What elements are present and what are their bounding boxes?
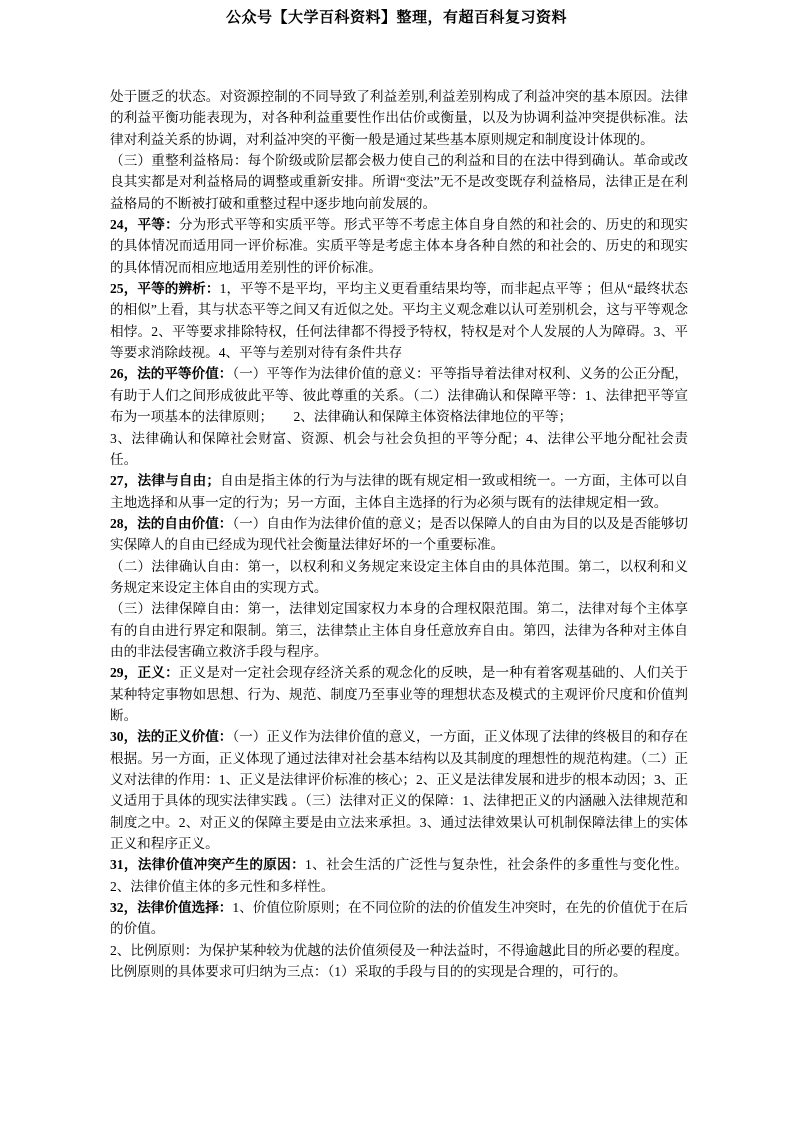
- paragraph-text: 处于匮乏的状态。对资源控制的不同导致了利益差别,利益差别构成了利益冲突的基本原因。法律的利益平衡功能表现为，对各种利益重要性作出估价或衡量，以及为协调利益冲突提供标准。法律对利益关系的协调，对利益冲突的平衡一般是通过某些基本原则规定和制度设计体现的。: [110, 89, 688, 147]
- paragraph-text: 1、社会生活的广泛性与复杂性，社会条件的多重性与变化性。2、法律价值主体的多元性和多样性。: [110, 857, 688, 894]
- paragraph-text: 正义是对一定社会现存经济关系的观念化的反映，是一种有着客观基础的、人们关于某种特定事物如思想、行为、规范、制度乃至事业等的理想状态及模式的主观评价尺度和价值判断。: [110, 665, 689, 723]
- paragraph: [110, 513, 688, 556]
- term-heading: 29，正义：: [110, 665, 179, 681]
- term-heading: 32，法律价值选择：: [110, 900, 233, 916]
- paragraph: [110, 363, 688, 427]
- term-heading: 31，法律价值冲突产生的原因：: [110, 857, 306, 873]
- paragraph-text: 分为形式平等和实质平等。形式平等不考虑主体自身自然的和社会的、历史的和现实的具体情况而适用同一评价标准。实质平等是考虑主体本身各种自然的和社会的、历史的和现实的具体情况而相应地适用差别性的评价标准。: [110, 217, 689, 275]
- paragraph: [110, 940, 688, 983]
- paragraph: [110, 854, 688, 897]
- paragraph: [110, 428, 688, 471]
- paragraph-text: 1、价值位阶原则；在不同位阶的法的价值发生冲突时，在先的价值优于在后的价值。: [110, 900, 689, 937]
- paragraph: [110, 662, 688, 726]
- paragraph: [110, 726, 688, 854]
- term-heading: 27，法律与自由；: [110, 473, 220, 489]
- paragraph-text: （三）重整利益格局：每个阶级或阶层都会极力使自己的利益和目的在法中得到确认。革命或改良其实都是对利益格局的调整或重新安排。所谓“变法”无不是改变既存利益格局，法律正是在利益格局的不断被打破和重整过程中逐步地向前发展的。: [110, 153, 688, 211]
- paragraph-text: （三）法律保障自由：第一，法律划定国家权力本身的合理权限范围。第二，法律对每个主体享有的自由进行界定和限制。第三，法律禁止主体自身任意放弃自由。第四，法律为各种对主体自由的非法侵害确立救济手段与程序。: [110, 601, 688, 659]
- paragraph: [110, 214, 688, 278]
- paragraph: [110, 150, 688, 214]
- term-heading: 24，平等：: [110, 217, 179, 233]
- paragraph: [110, 86, 688, 150]
- page-header: [0, 6, 793, 27]
- paragraph-text: 3、法律确认和保障社会财富、资源、机会与社会负担的平等分配；4、法律公平地分配社会责任。: [110, 430, 688, 467]
- term-heading: 28，法的自由价值：: [110, 515, 233, 531]
- paragraph-text: （二）法律确认自由：第一，以权利和义务规定来设定主体自由的具体范围。第二，以权利和义务规定来设定主体自由的实现方式。: [110, 558, 688, 595]
- paragraph-text: （一）自由作为法律价值的意义；是否以保障人的自由为目的以及是否能够切实保障人的自由已经成为现代社会衡量法律好坏的一个重要标准。: [110, 515, 688, 553]
- term-heading: 26，法的平等价值：: [110, 366, 233, 382]
- paragraph-text: 2、比例原则：为保护某种较为优越的法价值须侵及一种法益时，不得逾越此目的所必要的程度。比例原则的具体要求可归纳为三点：（1）采取的手段与目的的实现是合理的，可行的。: [110, 942, 688, 980]
- paragraph-text: （一）正义作为法律价值的意义，一方面，正义体现了法律的终极目的和存在根据。另一方面，正义体现了通过法律对社会基本结构以及其制度的理想性的规范构建。（二）正义对法律的作用：1、正义是法律评价标准的核心；2、正义是法律发展和进步的根本动因；3、正义适用于具体的现实法律实践 。（三）法律对正义的保障：1、法律把正义的内涵融入法律规范和制度之中。2、对正义的保障主要是由立法来承担。3、通过法律效果认可机制保障法律上的实体正义和程序正义。: [110, 729, 688, 852]
- document-body: [110, 86, 688, 982]
- paragraph-text: 1，平等不是平均，平均主义更看重结果均等，而非起点平等 ；但从“最终状态的相似”上看，其与状态平等之间又有近似之处。平均主义观念难以认可差别机会，这与平等观念相悖。2、平等要求排除特权，任何法律都不得授予特权，特权是对个人发展的人为障碍。3、平等要求消除歧视。4、平等与差别对待有条件共存: [110, 281, 688, 361]
- paragraph: [110, 470, 688, 513]
- term-heading: 25，平等的辨析：: [110, 281, 220, 297]
- paragraph: [110, 278, 688, 363]
- paragraph-text: （一）平等作为法律价值的意义：平等指导着法律对权利、义务的公正分配，有助于人们之间形成彼此平等、彼此尊重的关系。（二）法律确认和保障平等：1、法律把平等宣布为一项基本的法律原则； 2、法律确认和保障主体资格法律地位的平等；: [110, 366, 688, 425]
- paragraph: [110, 598, 688, 662]
- header-title: 公众号【大学百科资料】整理，有超百科复习资料: [225, 10, 567, 26]
- paragraph: [110, 897, 688, 940]
- paragraph: [110, 556, 688, 599]
- term-heading: 30，法的正义价值：: [110, 729, 233, 745]
- paragraph-text: 自由是指主体的行为与法律的既有规定相一致或相统一。一方面，主体可以自主地选择和从事一定的行为；另一方面，主体自主选择的行为必须与既有的法律规定相一致。: [110, 473, 689, 510]
